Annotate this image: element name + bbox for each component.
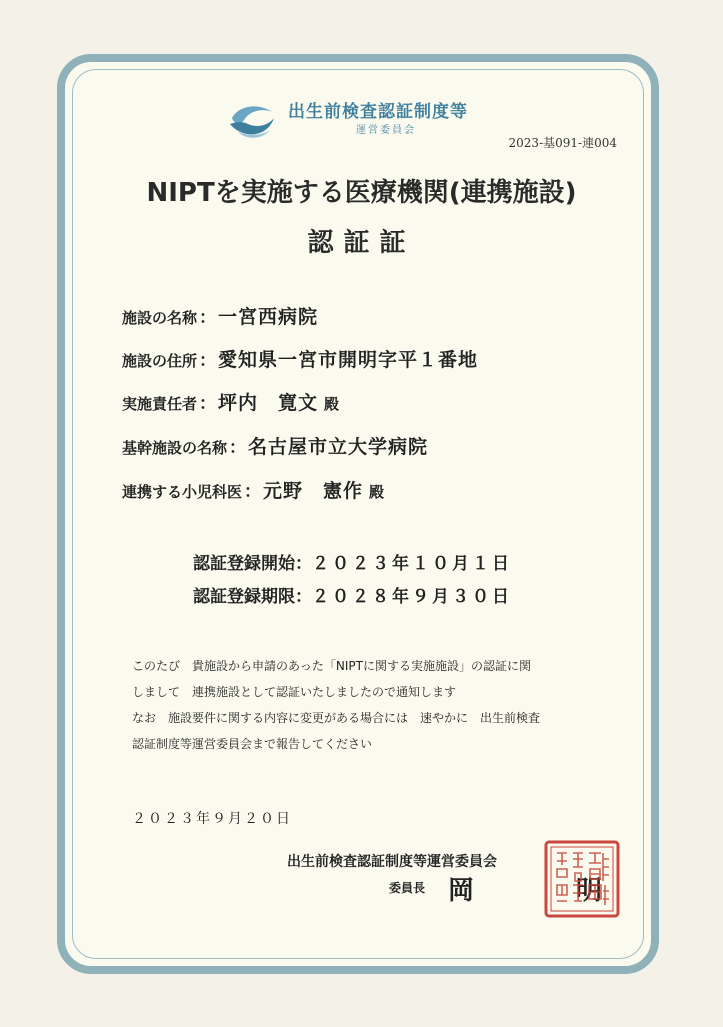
field-label: 基幹施設の名称 [122, 439, 228, 457]
org-subtitle: 運営委員会 [356, 125, 416, 136]
official-seal-icon [543, 839, 621, 919]
registration-start-label: 認証登録開始 [193, 554, 295, 574]
field-label: 施設の住所 [122, 352, 198, 370]
field-label: 施設の名称 [122, 309, 198, 327]
field-facility-name [122, 302, 318, 329]
registration-end [193, 582, 512, 607]
document-subtitle: 認証証 [307, 228, 416, 258]
field-facility-address [122, 345, 478, 372]
notice-line: なお 施設要件に関する内容に変更がある場合には 速やかに 出生前検査 [132, 711, 541, 725]
wave-logo-icon [228, 98, 276, 142]
notice-line: 認証制度等運営委員会まで報告してください [132, 737, 373, 751]
registration-end-value: ２０２８年９月３０日 [312, 587, 512, 607]
chair-name: 岡 明 [448, 876, 641, 906]
registration-end-label: 認証登録期限 [193, 587, 295, 607]
field-separator: ： [295, 587, 312, 607]
field-honorific: 殿 [369, 483, 385, 501]
field-separator: ： [295, 554, 312, 574]
issue-date: ２０２３年９月２０日 [132, 811, 292, 827]
document-title: NIPTを実施する医療機関(連携施設) [146, 178, 577, 208]
field-value: 愛知県一宮市開明字平１番地 [218, 349, 479, 371]
field-value: 名古屋市立大学病院 [248, 436, 429, 458]
registration-start-value: ２０２３年１０月１日 [312, 554, 512, 574]
field-separator: ： [244, 482, 262, 502]
field-separator: ： [199, 308, 217, 328]
org-title: 出生前検査認証制度等 [288, 102, 468, 122]
field-honorific: 殿 [324, 395, 340, 413]
field-label: 連携する小児科医 [122, 483, 243, 501]
field-separator: ： [229, 438, 247, 458]
field-separator: ： [199, 394, 217, 414]
field-pediatrician [122, 476, 384, 503]
certificate-number: 2023-基091-連004 [508, 136, 617, 150]
notice-line: しまして 連携施設として認証いたしましたので通知します [132, 685, 457, 699]
notice-line: このたび 貴施設から申請のあった「NIPTに関する実施施設」の認証に関 [132, 659, 531, 673]
chair-title: 委員長 [389, 881, 426, 895]
field-separator: ： [199, 351, 217, 371]
field-base-facility [122, 432, 428, 459]
registration-start [193, 549, 512, 574]
field-value: 一宮西病院 [218, 306, 319, 328]
field-responsible-person [122, 388, 339, 415]
committee-name: 出生前検査認証制度等運営委員会 [287, 854, 497, 870]
notice-paragraph [132, 653, 540, 757]
field-value: 坪内 寛文 [218, 392, 319, 414]
field-value: 元野 憲作 [263, 480, 364, 502]
field-label: 実施責任者 [122, 395, 198, 413]
